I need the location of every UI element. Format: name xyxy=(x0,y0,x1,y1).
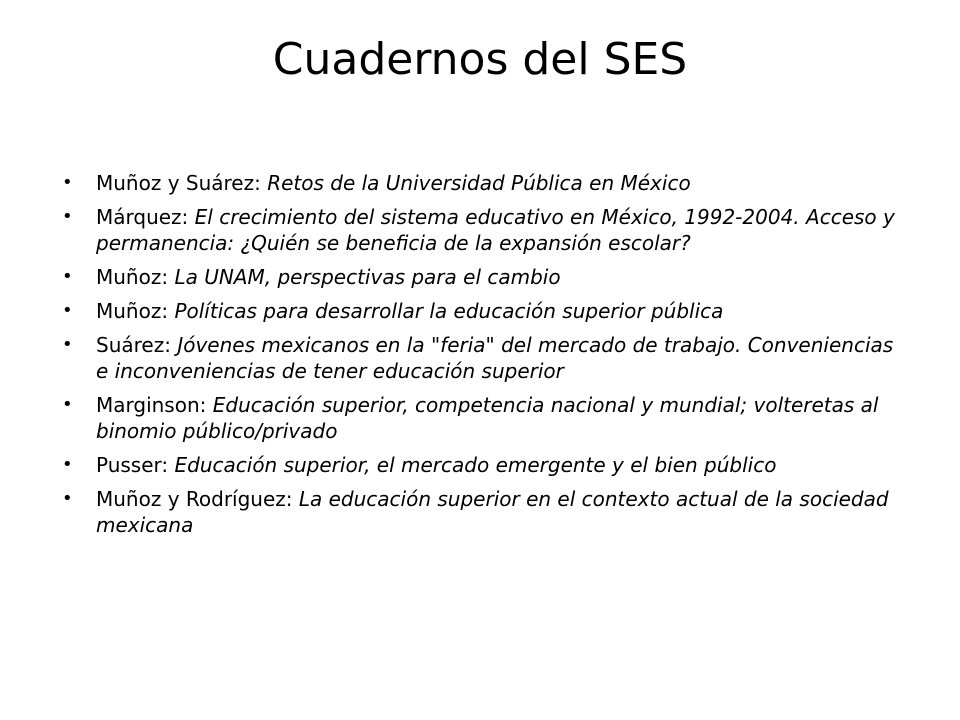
author-name: Márquez: xyxy=(96,205,195,229)
author-name: Muñoz y Rodríguez: xyxy=(96,487,299,511)
list-item xyxy=(60,392,910,444)
author-name: Pusser: xyxy=(96,453,175,477)
work-title: Retos de la Universidad Pública en México xyxy=(267,171,691,195)
list-item xyxy=(60,332,910,384)
bullet-dot-icon: • xyxy=(62,454,73,475)
work-title: Políticas para desarrollar la educación superior pública xyxy=(174,299,724,323)
author-name: Muñoz: xyxy=(96,299,175,323)
bullet-dot-icon: • xyxy=(62,334,73,355)
bullet-dot-icon: • xyxy=(62,394,73,415)
author-name: Muñoz: xyxy=(96,265,175,289)
work-title: La educación superior en el contexto actual de la sociedad mexicana xyxy=(96,487,889,537)
bullet-dot-icon: • xyxy=(62,206,73,227)
list-item xyxy=(60,452,910,478)
author-name: Suárez: xyxy=(96,333,178,357)
bullet-dot-icon: • xyxy=(62,266,73,287)
bullet-dot-icon: • xyxy=(62,300,73,321)
list-item xyxy=(60,298,910,324)
list-item xyxy=(60,486,910,538)
author-name: Muñoz y Suárez: xyxy=(96,171,268,195)
author-name: Marginson: xyxy=(96,393,213,417)
work-title: Jóvenes mexicanos en la "feria" del mercado de trabajo. Conveniencias e inconveniencias de tener educación superior xyxy=(96,333,894,383)
list-item xyxy=(60,204,910,256)
work-title: El crecimiento del sistema educativo en México, 1992-2004. Acceso y permanencia: ¿Quién se beneficia de la expansión escolar? xyxy=(96,205,895,255)
work-title: Educación superior, competencia nacional y mundial; volteretas al binomio público/privado xyxy=(96,393,879,443)
bullet-list xyxy=(60,170,910,546)
list-item xyxy=(60,170,910,196)
slide-title: Cuadernos del SES xyxy=(272,34,688,85)
list-item xyxy=(60,264,910,290)
work-title: Educación superior, el mercado emergente y el bien público xyxy=(174,453,777,477)
bullet-dot-icon: • xyxy=(62,488,73,509)
work-title: La UNAM, perspectivas para el cambio xyxy=(174,265,561,289)
bullet-dot-icon: • xyxy=(62,172,73,193)
